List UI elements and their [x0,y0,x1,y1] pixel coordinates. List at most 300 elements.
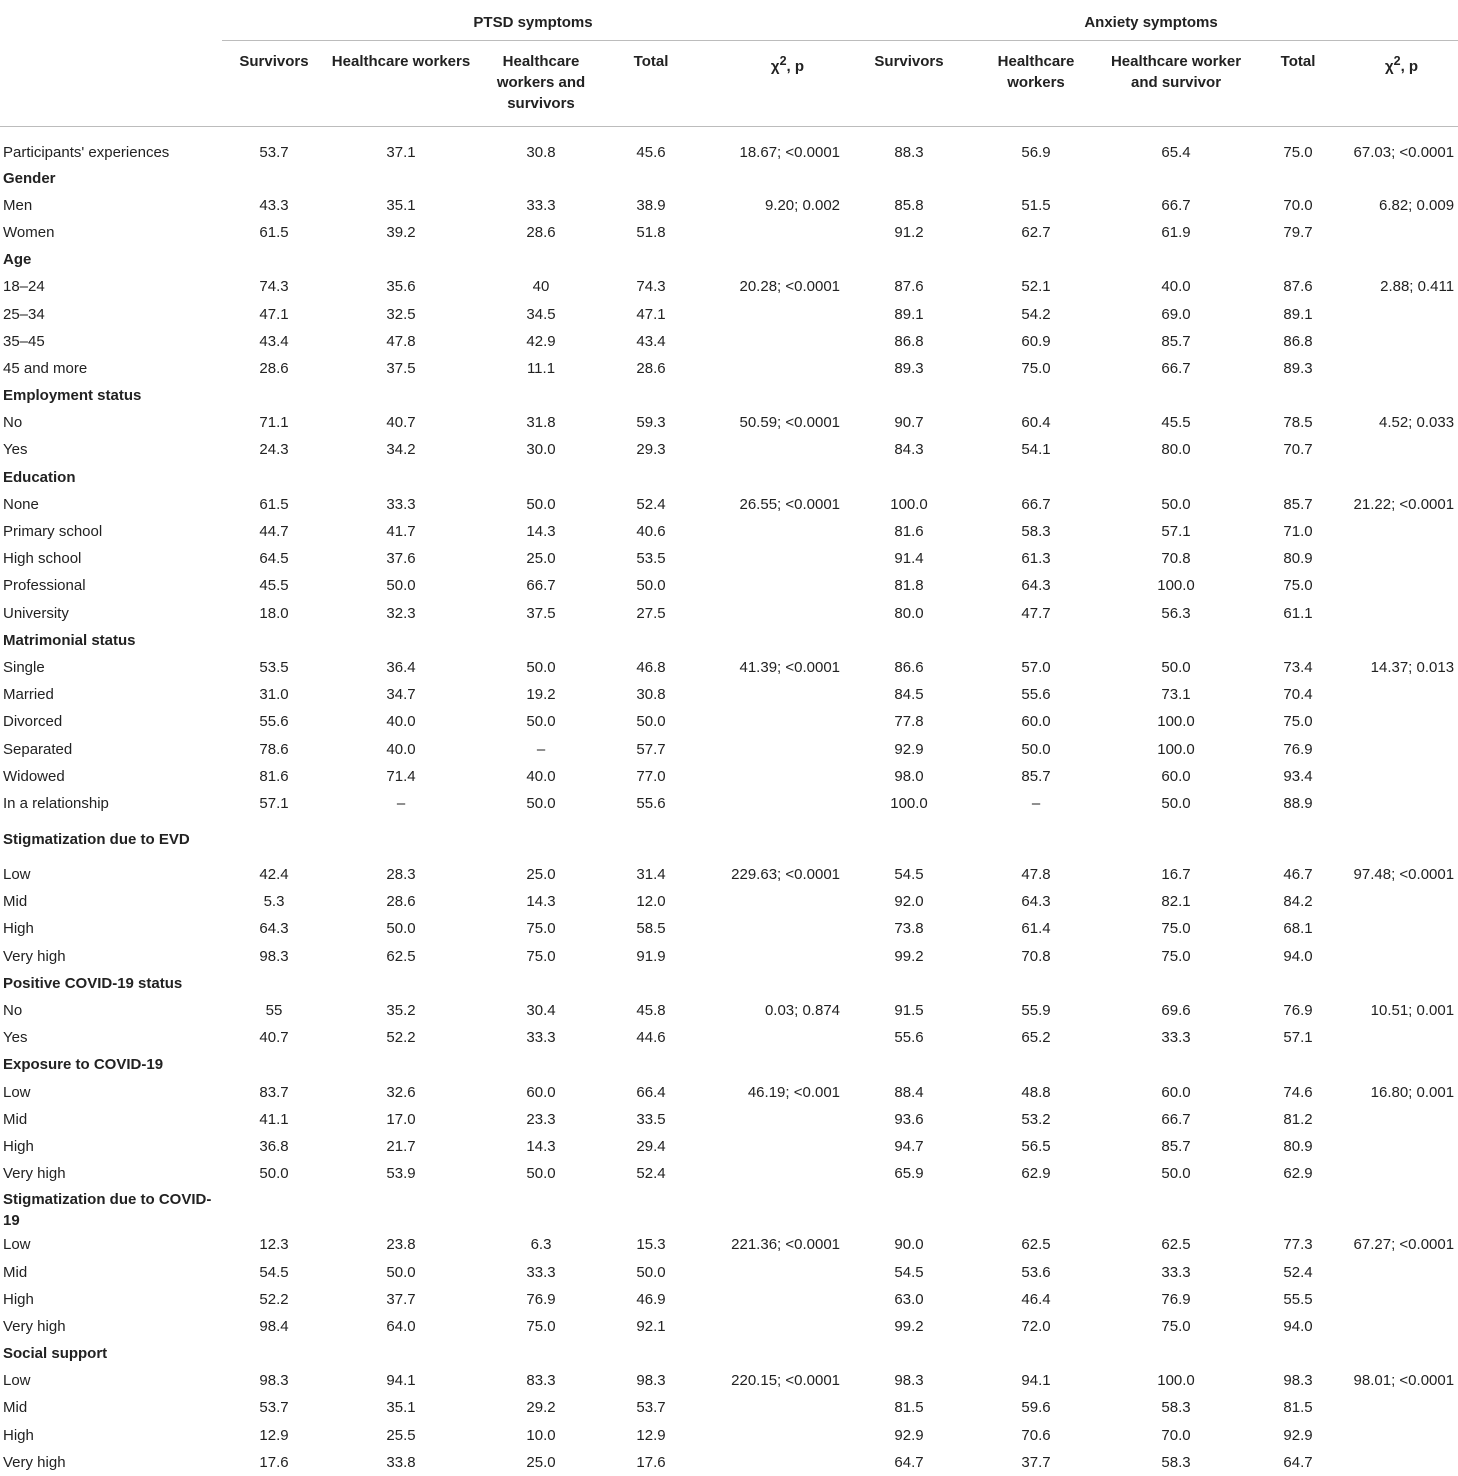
ptsd-value-cell: 76.9 [476,1286,606,1313]
anxiety-value-cell: 65.2 [974,1025,1098,1052]
empty-cell [1342,383,1458,410]
ptsd-column-header: Survivors [222,41,326,127]
row-label-header [0,41,222,127]
ptsd-value-cell: 53.7 [606,1395,696,1422]
anxiety-value-cell: 85.7 [1098,328,1254,355]
anxiety-chi-square-cell [1342,1422,1458,1449]
section-row [0,1188,1458,1232]
empty-cell [476,627,606,654]
anxiety-value-cell: 46.7 [1254,862,1342,889]
ptsd-value-cell: 12.9 [222,1422,326,1449]
anxiety-chi-square-cell [1342,301,1458,328]
section-label: Employment status [0,383,222,410]
anxiety-chi-square-cell [1342,1025,1458,1052]
anxiety-value-cell: 70.4 [1254,682,1342,709]
ptsd-value-cell: 50.0 [606,709,696,736]
anxiety-value-cell: 55.6 [844,1025,974,1052]
row-label: Very high [0,1161,222,1188]
row-label: Women [0,219,222,246]
ptsd-value-cell: 53.7 [222,127,326,166]
ptsd-value-cell: 64.3 [222,916,326,943]
anxiety-value-cell: 75.0 [1098,1313,1254,1340]
anxiety-chi-square-cell [1342,518,1458,545]
table-row [0,1133,1458,1160]
anxiety-value-cell: 61.4 [974,916,1098,943]
anxiety-value-cell: 89.3 [844,355,974,382]
empty-cell [326,247,476,274]
anxiety-value-cell: 99.2 [844,943,974,970]
ptsd-value-cell: 45.5 [222,573,326,600]
ptsd-value-cell: 98.3 [222,1368,326,1395]
empty-cell [1098,970,1254,997]
anxiety-value-cell: 100.0 [1098,1368,1254,1395]
ptsd-chi-square-cell [696,328,844,355]
anxiety-chi-square-cell [1342,943,1458,970]
ptsd-value-cell: 33.3 [476,192,606,219]
ptsd-value-cell: 47.8 [326,328,476,355]
ptsd-value-cell: 43.4 [222,328,326,355]
ptsd-value-cell: 25.0 [476,546,606,573]
empty-cell [974,818,1098,862]
ptsd-value-cell: 53.5 [222,654,326,681]
table-row [0,1079,1458,1106]
table-row [0,127,1458,166]
table-row [0,355,1458,382]
ptsd-chi-square-cell [696,1025,844,1052]
table-row [0,328,1458,355]
anxiety-value-cell: 89.3 [1254,355,1342,382]
ptsd-chi-square-cell: 229.63; <0.0001 [696,862,844,889]
section-row [0,247,1458,274]
row-label: Separated [0,736,222,763]
ptsd-value-cell: 42.9 [476,328,606,355]
empty-cell [696,1052,844,1079]
anxiety-value-cell: 80.9 [1254,1133,1342,1160]
ptsd-value-cell: 50.0 [476,709,606,736]
empty-cell [606,1341,696,1368]
ptsd-value-cell: 75.0 [476,916,606,943]
anxiety-value-cell: 33.3 [1098,1259,1254,1286]
ptsd-chi-square-cell [696,889,844,916]
ptsd-column-header: Healthcare workers [326,41,476,127]
ptsd-chi-square-cell: 46.19; <0.001 [696,1079,844,1106]
table-row [0,219,1458,246]
empty-cell [696,1341,844,1368]
row-label: Divorced [0,709,222,736]
anxiety-value-cell: 52.1 [974,274,1098,301]
anxiety-value-cell: 50.0 [1098,1161,1254,1188]
ptsd-value-cell: 55 [222,997,326,1024]
anxiety-value-cell: 93.6 [844,1106,974,1133]
ptsd-value-cell: 62.5 [326,943,476,970]
empty-cell [606,970,696,997]
empty-cell [606,464,696,491]
ptsd-value-cell: 43.4 [606,328,696,355]
ptsd-value-cell: 30.8 [606,682,696,709]
empty-cell [326,970,476,997]
row-label: Very high [0,1313,222,1340]
chi-p-label: , p [787,58,805,75]
anxiety-value-cell: 92.9 [844,736,974,763]
empty-cell [1342,627,1458,654]
anxiety-value-cell: 66.7 [1098,192,1254,219]
anxiety-value-cell: 46.4 [974,1286,1098,1313]
table-row [0,301,1458,328]
ptsd-value-cell: 55.6 [222,709,326,736]
empty-cell [844,165,974,192]
anxiety-column-header: Survivors [844,41,974,127]
empty-cell [844,1188,974,1232]
ptsd-value-cell: 52.4 [606,1161,696,1188]
anxiety-value-cell: 62.5 [974,1232,1098,1259]
ptsd-value-cell: 28.6 [476,219,606,246]
section-label: Stigmatization due to EVD [0,818,222,862]
empty-cell [844,247,974,274]
ptsd-value-cell: 14.3 [476,1133,606,1160]
ptsd-value-cell: 37.7 [326,1286,476,1313]
anxiety-value-cell: 84.5 [844,682,974,709]
empty-cell [476,1052,606,1079]
row-label: Yes [0,1025,222,1052]
anxiety-value-cell: 80.0 [844,600,974,627]
table-row [0,1422,1458,1449]
anxiety-value-cell: 78.5 [1254,410,1342,437]
empty-cell [696,165,844,192]
anxiety-value-cell: 98.3 [1254,1368,1342,1395]
ptsd-chi-square-cell [696,518,844,545]
anxiety-chi-square-cell [1342,573,1458,600]
ptsd-value-cell: 98.3 [606,1368,696,1395]
anxiety-value-cell: 58.3 [1098,1449,1254,1476]
ptsd-chi-square-cell: 50.59; <0.0001 [696,410,844,437]
table-row [0,682,1458,709]
anxiety-value-cell: 57.1 [1098,518,1254,545]
anxiety-chi-square-cell [1342,219,1458,246]
ptsd-value-cell: 14.3 [476,518,606,545]
anxiety-value-cell: 92.0 [844,889,974,916]
ptsd-value-cell: 36.4 [326,654,476,681]
anxiety-value-cell: 64.7 [1254,1449,1342,1476]
row-label: Mid [0,1395,222,1422]
anxiety-value-cell: 81.2 [1254,1106,1342,1133]
ptsd-chi-square-header [696,41,844,127]
ptsd-value-cell: 38.9 [606,192,696,219]
ptsd-value-cell: 35.1 [326,192,476,219]
row-label: High [0,1133,222,1160]
anxiety-value-cell: 45.5 [1098,410,1254,437]
ptsd-value-cell: 28.3 [326,862,476,889]
anxiety-column-header: Healthcare workers [974,41,1098,127]
ptsd-column-header: Healthcare workers and survivors [476,41,606,127]
ptsd-value-cell: 39.2 [326,219,476,246]
empty-cell [476,818,606,862]
section-label: Age [0,247,222,274]
row-label: Very high [0,943,222,970]
ptsd-value-cell: 66.7 [476,573,606,600]
anxiety-value-cell: 62.5 [1098,1232,1254,1259]
ptsd-value-cell: 31.0 [222,682,326,709]
ptsd-value-cell: 11.1 [476,355,606,382]
anxiety-value-cell: 85.8 [844,192,974,219]
row-label: 18–24 [0,274,222,301]
anxiety-value-cell: 55.9 [974,997,1098,1024]
ptsd-value-cell: 33.8 [326,1449,476,1476]
anxiety-chi-square-cell [1342,682,1458,709]
ptsd-value-cell: 53.5 [606,546,696,573]
anxiety-value-cell: 70.8 [1098,546,1254,573]
anxiety-value-cell: 92.9 [844,1422,974,1449]
empty-cell [974,1341,1098,1368]
anxiety-value-cell: 85.7 [1254,491,1342,518]
ptsd-chi-square-cell: 220.15; <0.0001 [696,1368,844,1395]
ptsd-group-header: PTSD symptoms [222,0,844,41]
anxiety-value-cell: 60.0 [1098,763,1254,790]
table-row [0,736,1458,763]
ptsd-chi-square-cell [696,943,844,970]
anxiety-value-cell: 62.9 [1254,1161,1342,1188]
table-row [0,763,1458,790]
ptsd-value-cell: 64.5 [222,546,326,573]
ptsd-value-cell: 47.1 [222,301,326,328]
ptsd-value-cell: 23.3 [476,1106,606,1133]
ptsd-value-cell: 29.2 [476,1395,606,1422]
anxiety-value-cell: 88.3 [844,127,974,166]
empty-cell [222,970,326,997]
ptsd-value-cell: 24.3 [222,437,326,464]
ptsd-value-cell: 64.0 [326,1313,476,1340]
empty-cell [476,165,606,192]
empty-cell [1254,1188,1342,1232]
anxiety-value-cell: 64.3 [974,573,1098,600]
ptsd-value-cell: 83.3 [476,1368,606,1395]
ptsd-chi-square-cell [696,736,844,763]
anxiety-value-cell: 100.0 [844,790,974,817]
table-row [0,1259,1458,1286]
empty-cell [1254,247,1342,274]
anxiety-value-cell: 86.6 [844,654,974,681]
anxiety-value-cell: 50.0 [974,736,1098,763]
anxiety-value-cell: 98.0 [844,763,974,790]
anxiety-value-cell: 100.0 [1098,736,1254,763]
ptsd-value-cell: 43.3 [222,192,326,219]
row-label: High [0,916,222,943]
ptsd-value-cell: 31.8 [476,410,606,437]
empty-cell [1342,970,1458,997]
anxiety-value-cell: 88.9 [1254,790,1342,817]
ptsd-chi-square-cell [696,682,844,709]
anxiety-chi-square-cell [1342,709,1458,736]
anxiety-value-cell: 76.9 [1254,997,1342,1024]
empty-cell [606,818,696,862]
anxiety-chi-square-cell: 67.03; <0.0001 [1342,127,1458,166]
anxiety-value-cell: 66.7 [1098,1106,1254,1133]
anxiety-value-cell: 84.3 [844,437,974,464]
empty-cell [1254,383,1342,410]
table-row [0,862,1458,889]
ptsd-value-cell: 50.0 [476,1161,606,1188]
ptsd-value-cell: 40.0 [326,709,476,736]
ptsd-value-cell: 45.6 [606,127,696,166]
anxiety-value-cell: 16.7 [1098,862,1254,889]
anxiety-chi-square-cell: 67.27; <0.0001 [1342,1232,1458,1259]
row-label: None [0,491,222,518]
section-row [0,818,1458,862]
ptsd-value-cell: 25.0 [476,1449,606,1476]
anxiety-value-cell: 51.5 [974,192,1098,219]
ptsd-value-cell: 35.6 [326,274,476,301]
anxiety-value-cell: 75.0 [1098,943,1254,970]
ptsd-value-cell: 83.7 [222,1079,326,1106]
anxiety-value-cell: 70.0 [1254,192,1342,219]
row-label: Mid [0,1106,222,1133]
anxiety-chi-square-cell [1342,1286,1458,1313]
ptsd-value-cell: 40.6 [606,518,696,545]
table-row [0,709,1458,736]
empty-cell [1342,247,1458,274]
empty-cell [476,383,606,410]
ptsd-value-cell: 19.2 [476,682,606,709]
ptsd-value-cell: 17.0 [326,1106,476,1133]
anxiety-value-cell: 75.0 [974,355,1098,382]
ptsd-value-cell: 36.8 [222,1133,326,1160]
anxiety-value-cell: 90.0 [844,1232,974,1259]
ptsd-value-cell: 30.8 [476,127,606,166]
empty-cell [974,383,1098,410]
row-label: Professional [0,573,222,600]
anxiety-value-cell: 50.0 [1098,491,1254,518]
section-row [0,165,1458,192]
anxiety-chi-square-cell [1342,763,1458,790]
empty-cell [1342,1052,1458,1079]
section-label: Positive COVID-19 status [0,970,222,997]
empty-cell [326,1052,476,1079]
anxiety-value-cell: 69.0 [1098,301,1254,328]
empty-cell [696,464,844,491]
anxiety-value-cell: 63.0 [844,1286,974,1313]
corner-cell [0,0,222,41]
anxiety-value-cell: 87.6 [844,274,974,301]
empty-cell [844,1052,974,1079]
row-label: Men [0,192,222,219]
ptsd-value-cell: 32.3 [326,600,476,627]
anxiety-value-cell: 62.9 [974,1161,1098,1188]
anxiety-value-cell: 33.3 [1098,1025,1254,1052]
table-row [0,1368,1458,1395]
anxiety-value-cell: 73.4 [1254,654,1342,681]
ptsd-value-cell: 46.9 [606,1286,696,1313]
ptsd-value-cell: 51.8 [606,219,696,246]
ptsd-value-cell: 28.6 [606,355,696,382]
anxiety-chi-square-cell: 2.88; 0.411 [1342,274,1458,301]
ptsd-chi-square-cell: 26.55; <0.0001 [696,491,844,518]
ptsd-value-cell: 57.7 [606,736,696,763]
ptsd-value-cell: 50.0 [606,1259,696,1286]
ptsd-value-cell: 30.0 [476,437,606,464]
ptsd-value-cell: 50.0 [326,573,476,600]
table-row [0,943,1458,970]
anxiety-value-cell: 58.3 [1098,1395,1254,1422]
ptsd-value-cell: 50.0 [476,790,606,817]
table-row [0,274,1458,301]
row-label: Mid [0,889,222,916]
section-label: Matrimonial status [0,627,222,654]
ptsd-chi-square-cell [696,573,844,600]
ptsd-chi-square-cell: 20.28; <0.0001 [696,274,844,301]
anxiety-value-cell: 86.8 [844,328,974,355]
empty-cell [326,818,476,862]
anxiety-value-cell: 94.1 [974,1368,1098,1395]
anxiety-value-cell: 54.2 [974,301,1098,328]
ptsd-value-cell: 50.0 [222,1161,326,1188]
empty-cell [1098,247,1254,274]
anxiety-value-cell: 80.0 [1098,437,1254,464]
ptsd-chi-square-cell: 18.67; <0.0001 [696,127,844,166]
ptsd-chi-square-cell [696,916,844,943]
anxiety-value-cell: 60.0 [974,709,1098,736]
empty-cell [1254,627,1342,654]
anxiety-value-cell: 59.6 [974,1395,1098,1422]
ptsd-value-cell: 23.8 [326,1232,476,1259]
empty-cell [974,247,1098,274]
empty-cell [222,1341,326,1368]
empty-cell [1254,464,1342,491]
ptsd-value-cell: 74.3 [222,274,326,301]
empty-cell [974,165,1098,192]
empty-cell [696,970,844,997]
ptsd-chi-square-cell [696,1395,844,1422]
ptsd-value-cell: 12.0 [606,889,696,916]
anxiety-chi-square-cell [1342,437,1458,464]
anxiety-value-cell: 68.1 [1254,916,1342,943]
table-row [0,1286,1458,1313]
empty-cell [696,247,844,274]
ptsd-value-cell: 42.4 [222,862,326,889]
anxiety-value-cell: 53.6 [974,1259,1098,1286]
row-label: Primary school [0,518,222,545]
row-label: Very high [0,1449,222,1476]
empty-cell [222,818,326,862]
anxiety-value-cell: 66.7 [1098,355,1254,382]
anxiety-value-cell: 55.6 [974,682,1098,709]
anxiety-value-cell: 81.6 [844,518,974,545]
table-row [0,491,1458,518]
anxiety-value-cell: 53.2 [974,1106,1098,1133]
anxiety-value-cell: 71.0 [1254,518,1342,545]
anxiety-value-cell: 70.0 [1098,1422,1254,1449]
ptsd-value-cell: 37.1 [326,127,476,166]
table-row [0,1106,1458,1133]
anxiety-value-cell: 50.0 [1098,654,1254,681]
ptsd-chi-square-cell [696,1286,844,1313]
ptsd-value-cell: 40.0 [476,763,606,790]
anxiety-value-cell: – [974,790,1098,817]
anxiety-value-cell: 75.0 [1098,916,1254,943]
anxiety-value-cell: 89.1 [844,301,974,328]
ptsd-value-cell: 75.0 [476,943,606,970]
ptsd-chi-square-cell [696,1313,844,1340]
empty-cell [844,383,974,410]
empty-cell [974,627,1098,654]
ptsd-value-cell: 10.0 [476,1422,606,1449]
anxiety-chi-square-cell: 21.22; <0.0001 [1342,491,1458,518]
ptsd-value-cell: 21.7 [326,1133,476,1160]
anxiety-chi-square-cell [1342,1313,1458,1340]
anxiety-value-cell: 94.0 [1254,1313,1342,1340]
empty-cell [222,627,326,654]
ptsd-chi-square-cell [696,1106,844,1133]
anxiety-value-cell: 76.9 [1254,736,1342,763]
anxiety-value-cell: 40.0 [1098,274,1254,301]
